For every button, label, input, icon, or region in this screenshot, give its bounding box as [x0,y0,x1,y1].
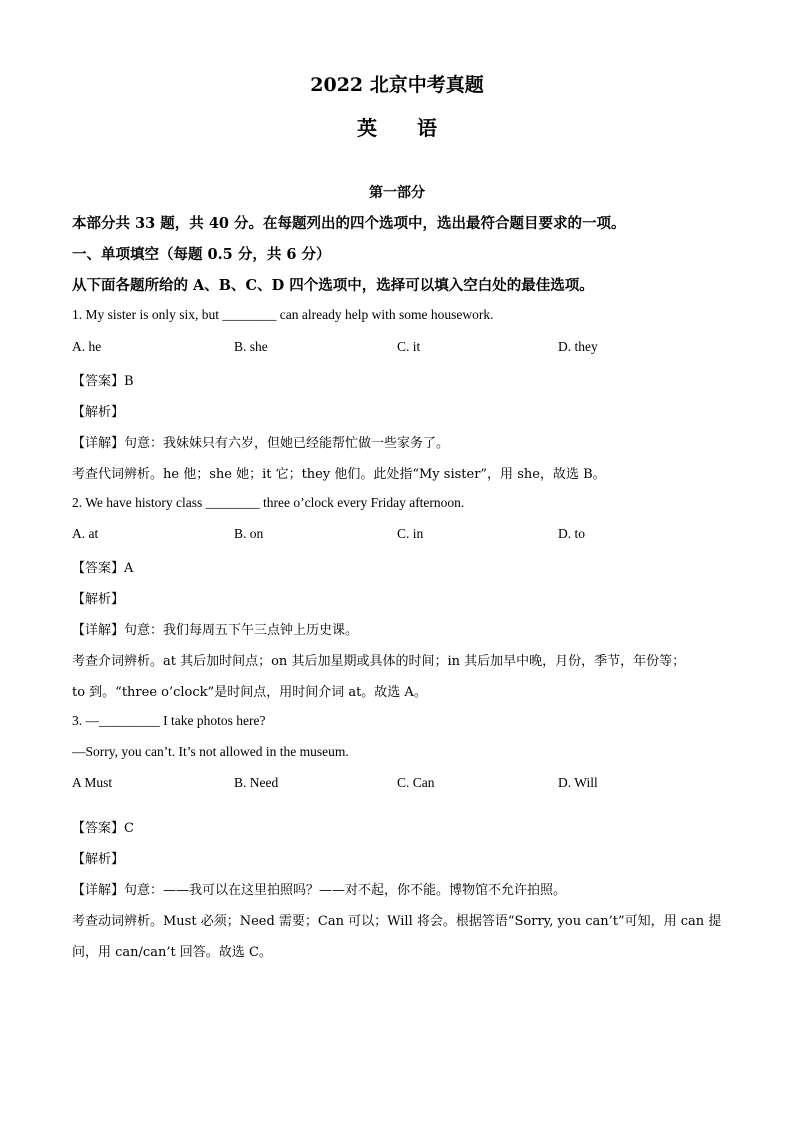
explanation-line: 问，用 can/can’t 回答。故选 C。 [72,945,272,960]
answer-value: B [124,374,134,389]
subject-title: 英 语 [357,116,437,140]
option-a: A Must [72,775,113,790]
explanation-line: 考查动词辨析。Must 必须；Need 需要；Can 可以；Will 将会。根据答语“Sorry, you can’t”可知，用 can 提 [72,914,722,929]
option-d: D. Will [558,775,598,790]
option-b: B. Need [234,775,279,790]
analysis-label: 【解析】 [72,592,125,607]
option-d: D. to [558,526,585,541]
explanation-line: to 到。“three o’clock”是时间点，用时间介词 at。故选 A。 [72,685,427,700]
document-title: 2022 北京中考真题 [310,74,484,96]
option-c: C. it [397,339,421,354]
option-a: A. at [72,526,99,541]
option-b: B. she [234,339,268,354]
detail-text: 句意：我妹妹只有六岁，但她已经能帮忙做一些家务了。 [124,436,450,451]
section-direction: 从下面各题所给的 A、B、C、D 四个选项中，选择可以填入空白处的最佳选项。 [72,277,594,294]
detail-line [72,879,566,898]
question-stem: 2. We have history class ________ three o’clock every Friday afternoon. [72,495,465,510]
section-heading: 一、单项填空（每题 0.5 分，共 6 分） [72,246,331,263]
option-d: D. they [558,339,598,354]
answer-label: 【答案】 [72,561,125,576]
detail-line [72,432,449,451]
part-instruction: 本部分共 33 题，共 40 分。在每题列出的四个选项中，选出最符合题目要求的一项。 [72,215,626,232]
analysis-label: 【解析】 [72,405,125,420]
question-stem: 1. My sister is only six, but ________ can already help with some housework. [72,307,494,322]
detail-label: 【详解】 [72,436,125,451]
question-stem: 3. —_________ I take photos here? [72,713,266,728]
answer-value: A [124,561,134,576]
detail-text: 句意：我们每周五下午三点钟上历史课。 [124,623,359,638]
question-reply: —Sorry, you can’t. It’s not allowed in the museum. [72,744,349,759]
part-heading: 第一部分 [369,185,425,201]
answer-label: 【答案】 [72,821,125,836]
detail-text: 句意：——我可以在这里拍照吗？——对不起，你不能。博物馆不允许拍照。 [124,883,567,898]
detail-label: 【详解】 [72,883,125,898]
detail-line [72,619,358,638]
answer-value: C [124,821,134,836]
answer-label: 【答案】 [72,374,125,389]
option-b: B. on [234,526,264,541]
answer-line [72,817,134,836]
option-c: C. in [397,526,424,541]
answer-line [72,557,133,576]
option-a: A. he [72,339,102,354]
analysis-label: 【解析】 [72,852,125,867]
answer-line [72,370,134,389]
explanation-line: 考查介词辨析。at 其后加时间点；on 其后加星期或具体的时间；in 其后加早中晚，月份，季节，年份等； [72,654,686,669]
detail-label: 【详解】 [72,623,125,638]
explanation-line: 考查代词辨析。he 他；she 她；it 它；they 他们。此处指“My sister”，用 she，故选 B。 [72,467,606,482]
option-c: C. Can [397,775,435,790]
